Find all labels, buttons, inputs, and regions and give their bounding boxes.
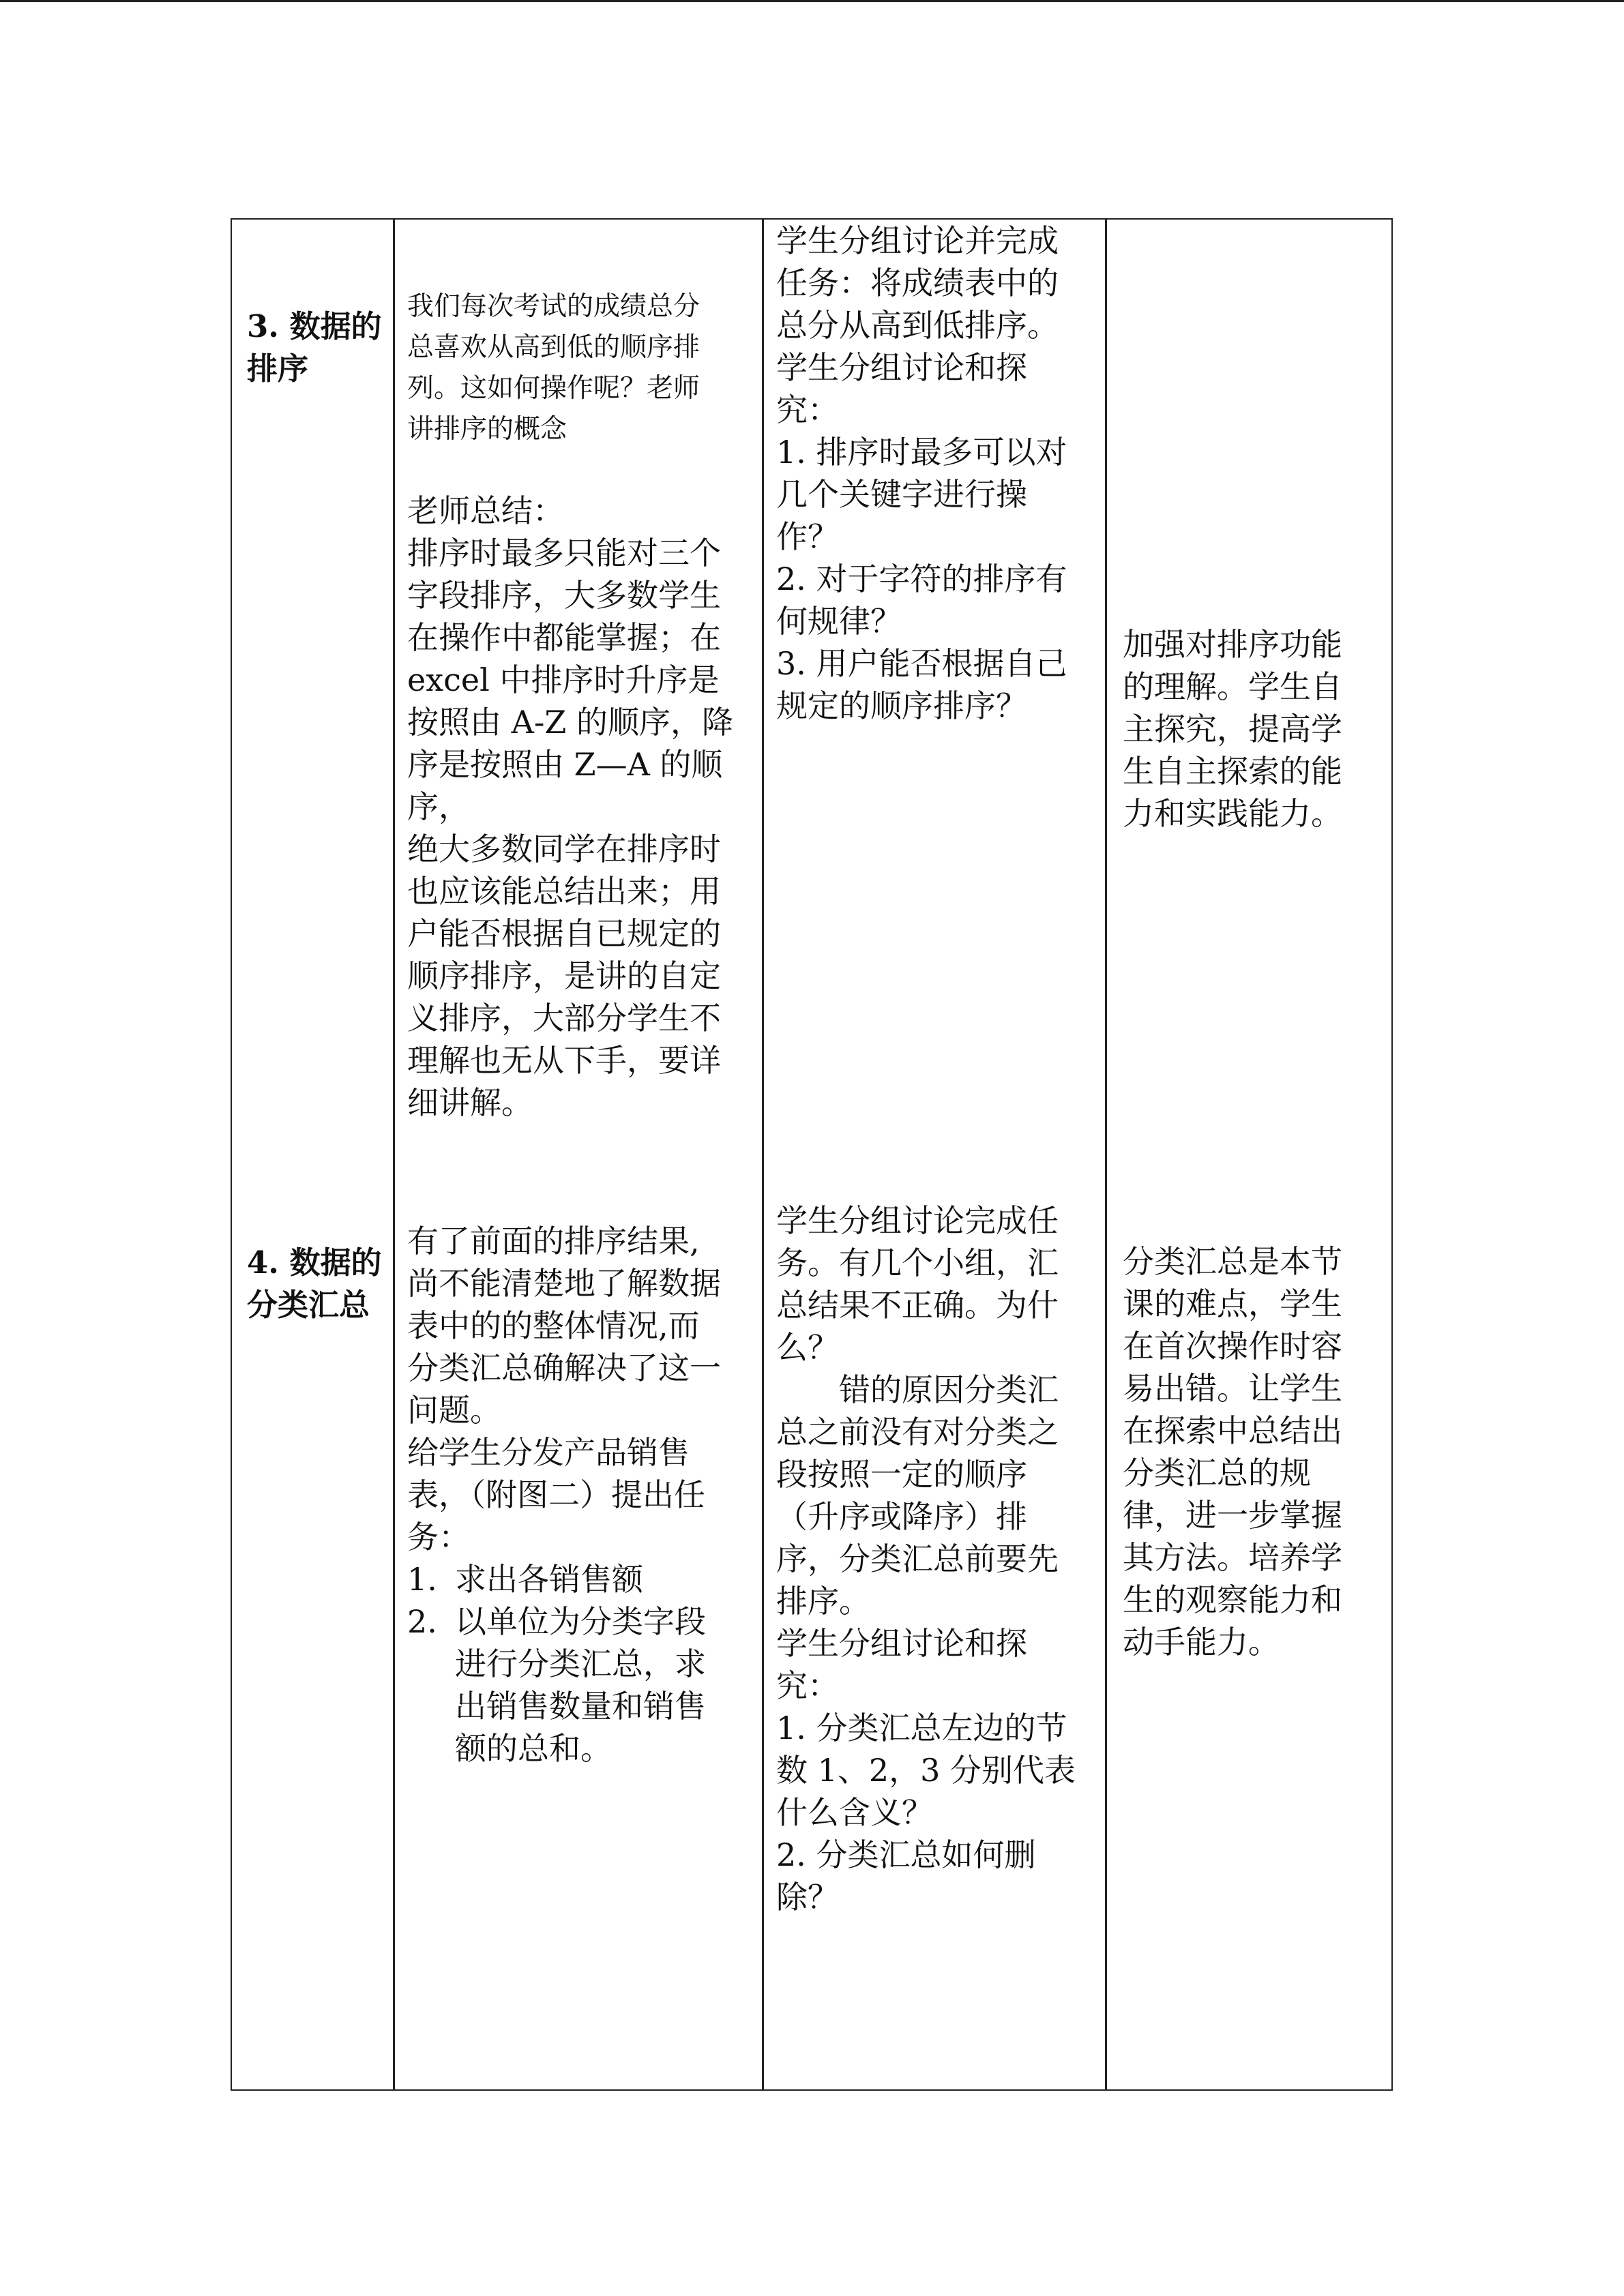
teacher-activity-sort [407,286,752,1124]
task-item: 1. 求出各销售额 [407,1561,643,1598]
design-purpose-sort: 加强对排序功能 的理解。学生自 主探究，提高学 生自主探索的能 力和实践能力。 [1123,626,1342,832]
student-activity-sort: 学生分组讨论并完成 任务：将成绩表中的 总分从高到低排序。 学生分组讨论和探 究： 1. 排序时最多可以对 几个关键字进行操 作？ 2. 对于字符的排序有 何规律？ 3. 用户能否根据自己 规定的顺序排序？ [776,222,1067,724]
teacher-activity-subtotal: 有了前面的排序结果, 尚不能清楚地了解数据 表中的的整体情况,而 分类汇总确解决了这一 问题。 给学生分发产品销售 表，（附图二）提出任 务： 1. 求出各销售额 2. 以单位为分类字段 进行分类汇总，求 出销售数量和销售 额的总和。 [407,1220,752,1770]
student-activity-subtotal: 学生分组讨论完成任 务。有几个小组，汇 总结果不正确。为什 么？ 错的原因分类汇 总之前没有对分类之 段按照一定的顺序 （升序或降序）排 序，分类汇总前要先 排序。 学生分组讨论和探 究： 1. 分类汇总左边的节 数 1、2，3 分别代表 什么含义？ 2. 分类汇总如何删 除？ [776,1202,1076,1915]
stage-title-sort: 3. 数据的 排序 [247,308,382,387]
stage-title-subtotal: 4. 数据的 分类汇总 [247,1244,382,1323]
column-divider [393,220,395,2089]
column-divider [762,220,764,2089]
top-border [0,0,1624,2]
column-divider [1105,220,1107,2089]
design-purpose-subtotal: 分类汇总是本节 课的难点，学生 在首次操作时容 易出错。让学生 在探索中总结出 分类汇总的规 律，进一步掌握 其方法。培养学 生的观察能力和 动手能力。 [1123,1243,1342,1660]
task-item: 2. 以单位为分类字段 进行分类汇总，求 出销售数量和销售 额的总和。 [407,1603,706,1767]
lesson-plan-table [231,218,1393,2091]
teacher-intro: 我们每次考试的成绩总分 总喜欢从高到低的顺序排 列。这如何操作呢？老师 讲排序的概念 [407,291,700,445]
teacher-summary: 老师总结： 排序时最多只能对三个 字段排序，大多数学生 在操作中都能掌握；在 excel 中排序时升序是 按照由 A-Z 的顺序，降 序是按照由 Z—A 的顺 序， 绝大多数同学在排序时 也应该能总结出来；用 户能否根据自已规定的 顺序排序，是讲的自定 义排序，大部分学生不 理解也无从下手，要详 细讲解。 [407,492,733,1121]
